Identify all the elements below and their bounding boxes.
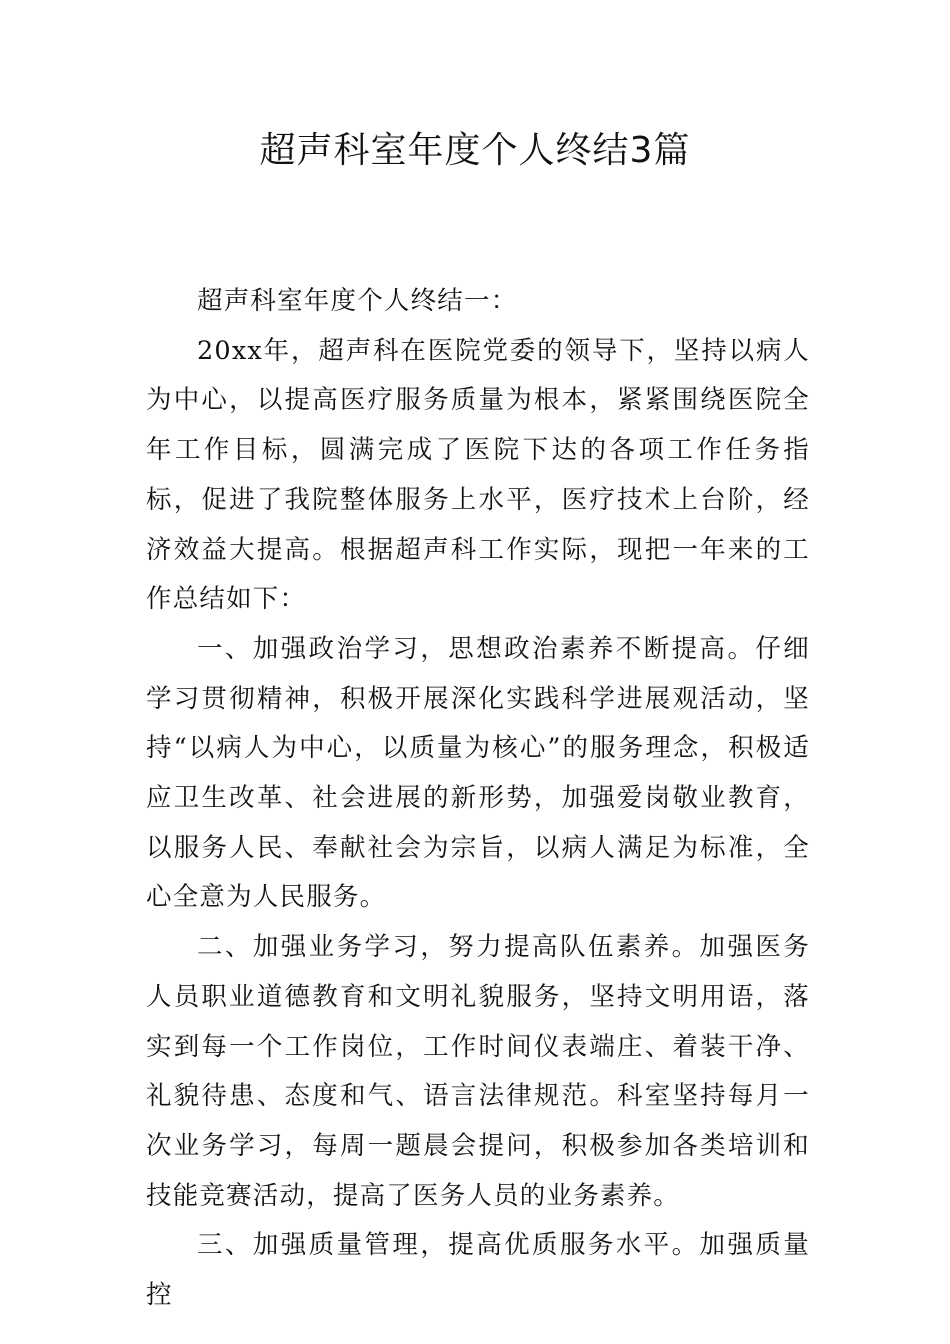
paragraph: 三、加强质量管理，提高优质服务水平。加强质量控 (146, 1230, 810, 1311)
paragraph: 一、加强政治学习，思想政治素养不断提高。仔细学习贯彻精神，积极开展深化实践科学进展观活动，坚持“以病人为中心，以质量为核心”的服务理念，积极适应卫生改革、社会进展的新形势，加强爱岗敬业教育，以服务人民、奉献社会为宗旨，以病人满足为标准，全心全意为人民服务。 (146, 633, 810, 913)
document-body (146, 277, 810, 1321)
paragraph-heading: 超声科室年度个人终结一： (197, 286, 518, 316)
document-title: 超声科室年度个人终结3篇 (259, 130, 691, 171)
paragraph: 20xx年，超声科在医院党委的领导下，坚持以病人为中心，以提高医疗服务质量为根本，紧紧围绕医院全年工作目标，圆满完成了医院下达的各项工作任务指标，促进了我院整体服务上水平，医疗技术上台阶，经济效益大提高。根据超声科工作实际，现把一年来的工作总结如下： (146, 335, 810, 615)
paragraph: 二、加强业务学习，努力提高队伍素养。加强医务人员职业道德教育和文明礼貌服务，坚持文明用语，落实到每一个工作岗位，工作时间仪表端庄、着装干净、礼貌待患、态度和气、语言法律规范。科室坚持每月一次业务学习，每周一题晨会提问，积极参加各类培训和技能竞赛活动，提高了医务人员的业务素养。 (146, 932, 810, 1211)
